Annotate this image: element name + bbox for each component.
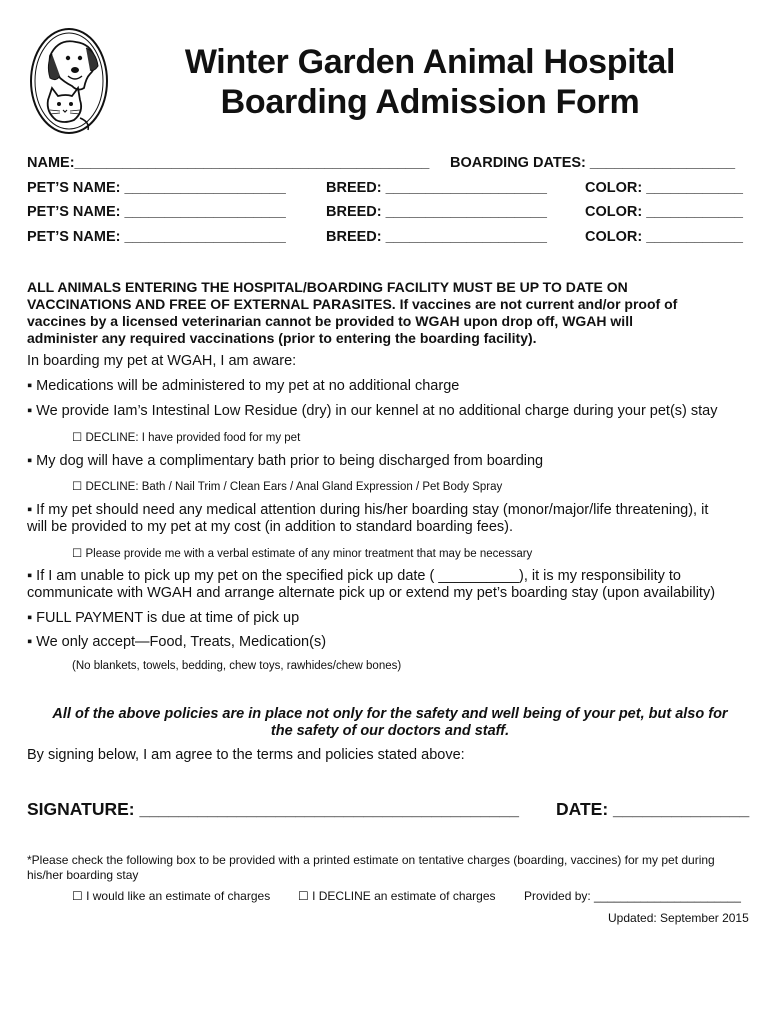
pet-name-field[interactable]: PET’S NAME: ____________________ xyxy=(27,180,286,196)
policy-food: ▪ We provide Iam’s Intestinal Low Residue (dry) in our kennel at no additional charge during your pet(s) stay xyxy=(27,403,718,419)
date-field[interactable]: DATE: ______________ xyxy=(556,799,750,819)
color-field[interactable]: COLOR: ____________ xyxy=(585,204,743,220)
verbal-estimate-checkbox[interactable]: ☐ Please provide me with a verbal estimate of any minor treatment that may be necessary xyxy=(72,548,533,560)
statement-line: the safety of our doctors and staff. xyxy=(270,723,510,739)
safety-statement xyxy=(30,706,750,740)
color-field[interactable]: COLOR: ____________ xyxy=(585,180,743,196)
estimate-note-line1: *Please check the following box to be provided with a printed estimate on tentative charges (boarding, vaccines) for my pet during xyxy=(27,853,715,867)
policy-payment: ▪ FULL PAYMENT is due at time of pick up xyxy=(27,610,300,626)
warning-line: administer any required vaccinations (prior to entering the boarding facility). xyxy=(27,330,537,346)
vaccination-warning xyxy=(27,279,747,347)
policy-accept-note: (No blankets, towels, bedding, chew toys, rawhides/chew bones) xyxy=(72,660,402,672)
provided-by-field[interactable]: Provided by: ______________________ xyxy=(524,889,741,903)
estimate-decline-checkbox[interactable]: ☐ I DECLINE an estimate of charges xyxy=(298,889,496,903)
policies-intro: In boarding my pet at WGAH, I am aware: xyxy=(27,353,297,369)
agreement-text: By signing below, I am agree to the terms and policies stated above: xyxy=(27,747,465,763)
policy-medical-line2: will be provided to my pet at my cost (in addition to standard boarding fees). xyxy=(27,519,514,535)
form-title-line1: Winter Garden Animal Hospital xyxy=(184,43,676,81)
policy-pickup-line1: ▪ If I am unable to pick up my pet on the specified pick up date ( __________), it is my responsibility to xyxy=(27,568,681,584)
signature-field[interactable]: SIGNATURE: _______________________________________ xyxy=(27,799,520,819)
owner-name-field[interactable]: NAME:____________________________________________ xyxy=(27,155,430,171)
pet-name-field[interactable]: PET’S NAME: ____________________ xyxy=(27,229,286,245)
color-field[interactable]: COLOR: ____________ xyxy=(585,229,743,245)
estimate-request-checkbox[interactable]: ☐ I would like an estimate of charges xyxy=(72,889,271,903)
form-title-line2: Boarding Admission Form xyxy=(220,83,640,121)
decline-food-checkbox[interactable]: ☐ DECLINE: I have provided food for my pet xyxy=(72,432,301,444)
dog-and-cat-logo-icon xyxy=(28,26,110,136)
boarding-dates-field[interactable]: BOARDING DATES: __________________ xyxy=(450,155,736,171)
pet-name-field[interactable]: PET’S NAME: ____________________ xyxy=(27,204,286,220)
policy-medications: ▪ Medications will be administered to my pet at no additional charge xyxy=(27,378,460,394)
policy-bath: ▪ My dog will have a complimentary bath prior to being discharged from boarding xyxy=(27,453,544,469)
policy-accept: ▪ We only accept—Food, Treats, Medication(s) xyxy=(27,634,327,650)
policy-pickup-line2: communicate with WGAH and arrange alternate pick up or extend my pet’s boarding stay (upon availability) xyxy=(27,585,716,601)
updated-date: Updated: September 2015 xyxy=(608,911,749,925)
warning-line: VACCINATIONS AND FREE OF EXTERNAL PARASITES. If vaccines are not current and/or proof of xyxy=(27,296,678,312)
decline-bath-checkbox[interactable]: ☐ DECLINE: Bath / Nail Trim / Clean Ears / Anal Gland Expression / Pet Body Spray xyxy=(72,481,503,493)
policy-medical-line1: ▪ If my pet should need any medical attention during his/her boarding stay (monor/major/life threatening), it xyxy=(27,502,709,518)
breed-field[interactable]: BREED: ____________________ xyxy=(326,180,547,196)
statement-line: All of the above policies are in place not only for the safety and well being of your pet, but also for xyxy=(52,706,728,722)
breed-field[interactable]: BREED: ____________________ xyxy=(326,204,547,220)
estimate-note-line2: his/her boarding stay xyxy=(27,868,139,882)
warning-line: ALL ANIMALS ENTERING THE HOSPITAL/BOARDING FACILITY MUST BE UP TO DATE ON xyxy=(27,279,628,295)
breed-field[interactable]: BREED: ____________________ xyxy=(326,229,547,245)
warning-line: vaccines by a licensed veterinarian cannot be provided to WGAH upon drop off, WGAH will xyxy=(27,313,633,329)
